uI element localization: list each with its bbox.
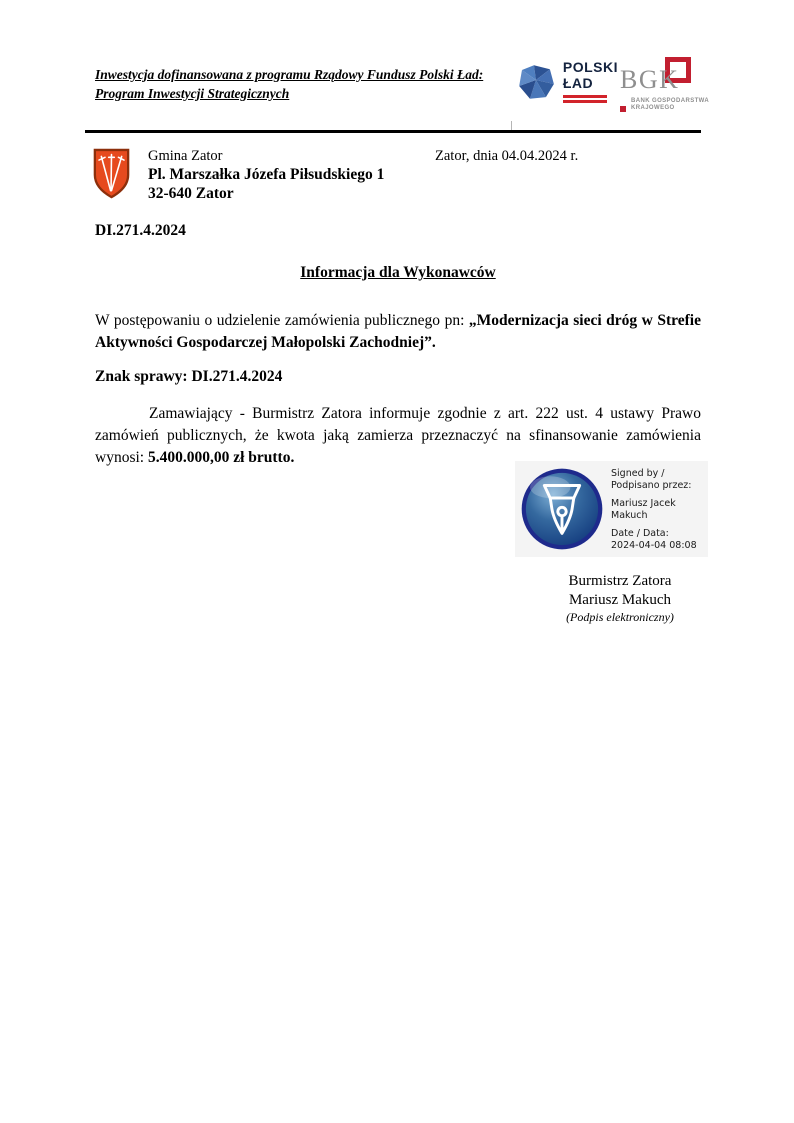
bgk-subtitle-line1: BANK GOSPODARSTWA (631, 98, 710, 104)
signer-name: Mariusz Makuch (568, 592, 672, 608)
polski-lad-text-line1: POLSKI (562, 59, 618, 75)
date-line: Zator, dnia 04.04.2024 r. (435, 148, 579, 164)
reference-number: DI.271.4.2024 (95, 222, 186, 239)
signer-title: Burmistrz Zatora (568, 573, 672, 589)
stamp-text (611, 468, 697, 551)
zator-coat-of-arms-icon (93, 147, 130, 200)
polski-lad-text-line2: ŁAD (562, 75, 594, 91)
paragraph2-bold-text: 5.400.000,00 zł brutto. (147, 449, 295, 466)
signature-block (540, 572, 700, 625)
stamp-date-value: 2024-04-04 08:08 (611, 539, 697, 551)
flag-stripes-icon (563, 95, 607, 103)
bgk-abbr: BGK (620, 65, 680, 94)
paragraph1-bold-text: „Modernizacja sieci dróg w Strefie Aktywności Gospodarczej Małopolski Zachodniej”. (95, 312, 701, 351)
funding-note-line2: Program Inwestycji Strategicznych (95, 86, 290, 101)
header-divider-tick (511, 121, 512, 130)
bgk-logo (620, 56, 710, 118)
body-paragraph-2 (95, 403, 701, 469)
sender-name: Gmina Zator (148, 148, 223, 164)
sender-address-line1: Pl. Marszałka Józefa Piłsudskiego 1 (148, 166, 385, 183)
body-paragraph-1 (95, 310, 701, 353)
bgk-subtitle-line2: KRAJOWEGO (631, 105, 675, 111)
pen-nib-icon (520, 467, 604, 551)
paragraph1-text: W postępowaniu o udzielenie zamówienia publicznego pn: (95, 312, 469, 329)
header-divider (85, 130, 701, 133)
paragraph2-text: Zamawiający - Burmistrz Zatora informuje zgodnie z art. 222 ust. 4 ustawy Prawo zamówień publicznych, że kwota jaką zamierza przeznaczyć na sfinansowanie zamówienia wynosi: (95, 405, 701, 466)
polski-lad-logo (516, 54, 618, 112)
bgk-small-square-icon (620, 106, 626, 112)
document-title: Informacja dla Wykonawców (300, 264, 496, 281)
funding-note-line1: Inwestycja dofinansowana z programu Rządowy Fundusz Polski Ład: (95, 67, 484, 82)
poland-map-icon (516, 57, 556, 107)
stamp-date-label: Date / Data: (611, 528, 669, 539)
stamp-signed-by-line2: Podpisano przez: (611, 479, 692, 491)
bgk-subtitle (631, 98, 709, 112)
electronic-signature-stamp (515, 461, 708, 557)
sender-block (148, 147, 384, 203)
funding-note (95, 65, 525, 103)
stamp-signed-by-line1: Signed by / (611, 468, 665, 479)
polski-lad-wordmark (563, 59, 618, 112)
sender-address-line2: 32-640 Zator (148, 185, 234, 202)
stamp-signer-line1: Mariusz Jacek (611, 498, 676, 509)
signature-note: (Podpis elektroniczny) (566, 610, 674, 624)
case-reference: Znak sprawy: DI.271.4.2024 (95, 368, 283, 385)
stamp-signer-line2: Makuch (611, 509, 648, 521)
